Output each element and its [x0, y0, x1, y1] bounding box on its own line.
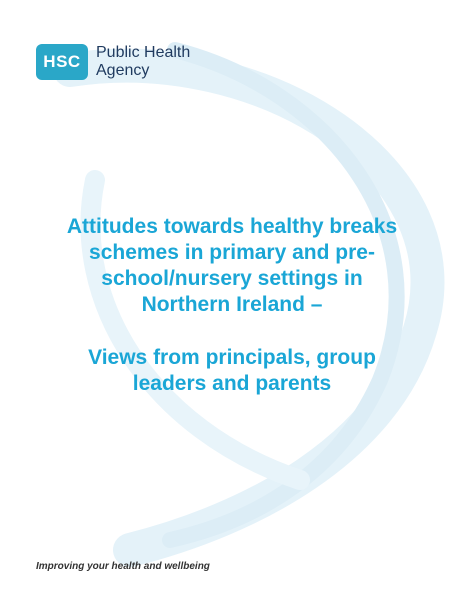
title-line-4: Northern Ireland –: [141, 293, 323, 316]
title-line-3: school/nursery settings in: [101, 267, 363, 290]
hsc-logo-mark: HSC: [36, 44, 88, 80]
agency-name: [96, 44, 190, 80]
title-line-2: schemes in primary and pre-: [89, 241, 375, 264]
title-line-1: Attitudes towards healthy breaks: [66, 215, 398, 238]
subtitle-line-2: leaders and parents: [132, 372, 332, 395]
agency-name-line-1: Public Health: [96, 44, 191, 61]
hsc-logo: [36, 44, 190, 80]
subtitle-line-1: Views from principals, group: [88, 346, 376, 369]
agency-name-line-2: Agency: [96, 62, 150, 79]
report-title: [40, 214, 424, 318]
tagline: Improving your health and wellbeing: [36, 561, 210, 572]
report-subtitle: [60, 345, 404, 397]
